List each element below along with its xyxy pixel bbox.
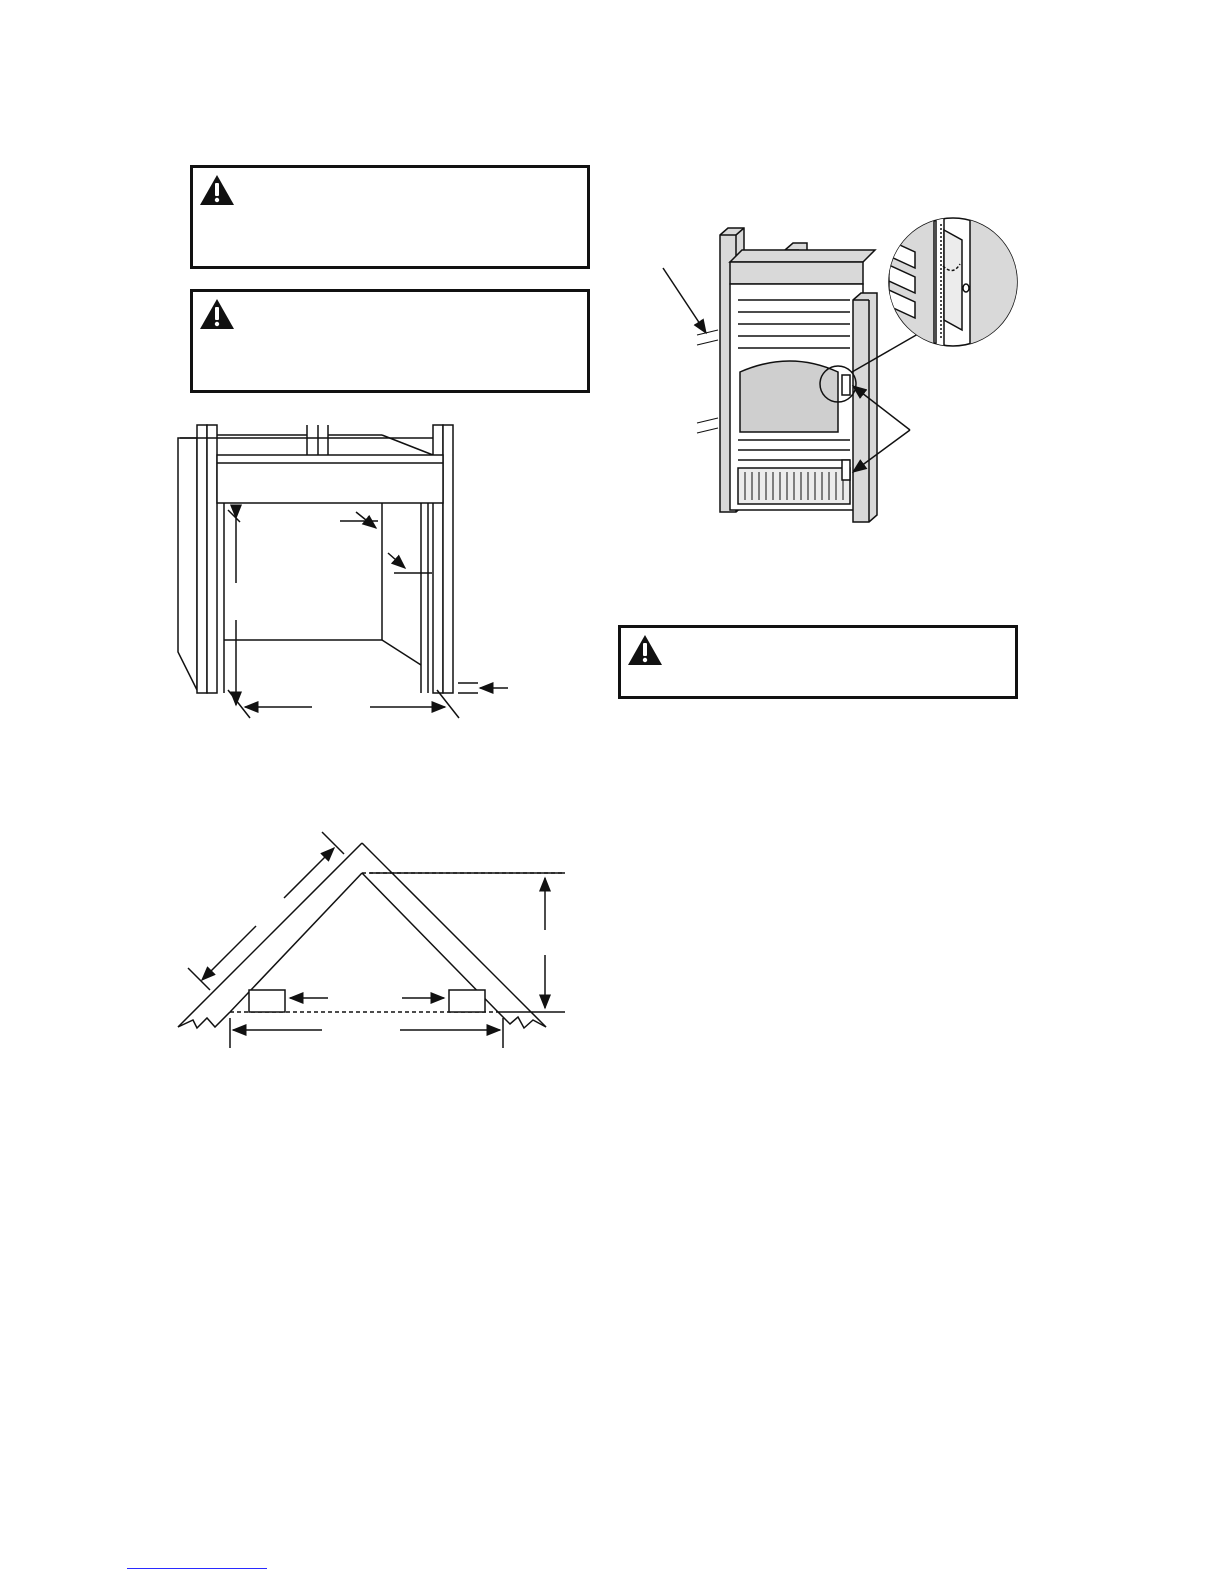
bracket-detail-magnifier [889,218,1020,346]
corner-installation-figure [178,832,565,1048]
wall-mounting-figure [663,218,1020,522]
framing-opening-figure [178,425,508,718]
footer-link-underline[interactable] [127,1568,267,1569]
